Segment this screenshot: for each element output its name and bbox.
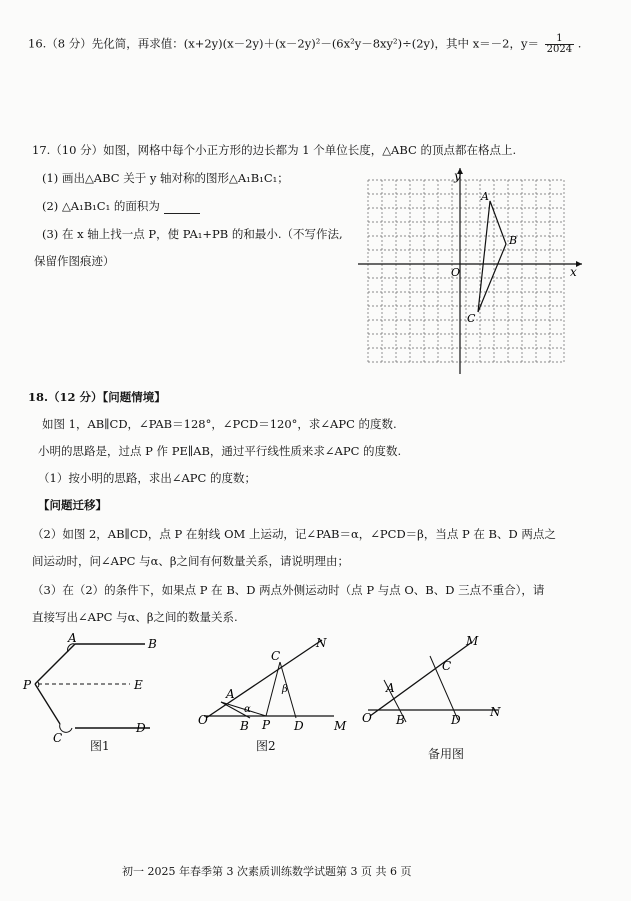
q18-line7: （3）在（2）的条件下，如果点 P 在 B、D 两点外侧运动时（点 P 与点 O、B、D 三点不重合），请 [32, 583, 545, 597]
fig1-label-e: E [134, 678, 143, 692]
q17-part2-text: (2) △A₁B₁C₁ 的面积为 [42, 199, 160, 213]
fig3-label-o: O [362, 711, 372, 725]
q17-head: 17.（10 分）如图，网格中每个小正方形的边长都为 1 个单位长度，△ABC 的顶点都在格点上. [32, 143, 517, 157]
fig2-label-n: N [316, 636, 327, 650]
point-a-label: A [481, 190, 489, 203]
q16-frac-den: 2024 [546, 44, 573, 55]
fig2-label-m: M [334, 719, 347, 733]
q18-line5: （2）如图 2，AB∥CD，点 P 在射线 OM 上运动，记∠PAB＝α，∠PCD＝β，当点 P 在 B、D 两点之 [32, 527, 556, 541]
x-axis-label: x [570, 265, 577, 279]
q17-part2 [42, 198, 200, 214]
figure-3 [362, 630, 512, 740]
x-axis-arrow-icon [576, 261, 582, 267]
figure-2 [196, 632, 356, 742]
q18-line3: （1）按小明的思路，求出∠APC 的度数； [38, 471, 256, 485]
fig3-label-a: A [386, 681, 395, 695]
fig2-label-o: O [198, 713, 208, 727]
fig2-alpha: α [244, 704, 251, 715]
fig2-caption: 图2 [256, 739, 276, 753]
fig2-label-b: B [240, 719, 249, 733]
q18-line8: 直接写出∠APC 与α、β之间的数量关系. [32, 610, 238, 624]
fig1-label-b: B [148, 637, 157, 651]
origin-label: O [451, 266, 461, 279]
q16 [28, 34, 581, 55]
q16-tail: . [577, 36, 582, 51]
q18-line6: 间运动时，问∠APC 与α、β之间有何数量关系，请说明理由； [32, 554, 350, 568]
fig1-label-c: C [53, 731, 63, 745]
q17-answer-blank [164, 213, 200, 214]
fig3-label-b: B [396, 713, 405, 727]
fig1-label-d: D [136, 721, 146, 735]
fig3-label-d: D [451, 713, 461, 727]
q16-text: 16.（8 分）先化简，再求值：(x+2y)(x－2y)＋(x－2y)²－(6x²y－8xy²)÷(2y)，其中 x＝－2，y＝ [28, 36, 539, 51]
fig1-caption: 图1 [90, 739, 110, 753]
q16-fraction [545, 34, 574, 55]
fig3-label-n: N [490, 705, 501, 719]
triangle-abc [478, 201, 506, 312]
q17-part1: (1) 画出△ABC 关于 y 轴对称的图形△A₁B₁C₁； [42, 171, 289, 185]
fig2-label-d: D [294, 719, 304, 733]
page-footer: 初一 2025 年春季第 3 次素质训练数学试题第 3 页 共 6 页 [122, 865, 412, 878]
fig3-label-m: M [466, 634, 479, 648]
q18-line4: 【问题迁移】 [38, 498, 107, 512]
fig1-label-p: P [23, 678, 32, 692]
y-axis-label: y [454, 169, 461, 183]
q18-head: 18.（12 分）【问题情境】 [28, 390, 166, 404]
q17-part3a: (3) 在 x 轴上找一点 P，使 PA₁+PB 的和最小.（不写作法, [42, 227, 343, 241]
q18-line1: 如图 1，AB∥CD，∠PAB＝128°，∠PCD＝120°，求∠APC 的度数. [42, 417, 397, 431]
q18-line2: 小明的思路是，过点 P 作 PE∥AB，通过平行线性质来求∠APC 的度数. [38, 444, 402, 458]
fig3-label-c: C [442, 659, 452, 673]
fig2-beta: β [282, 684, 288, 695]
fig2-label-p: P [262, 718, 271, 732]
fig3-caption: 备用图 [428, 747, 465, 761]
coordinate-grid [350, 160, 590, 380]
point-b-label: B [509, 234, 518, 247]
q16-frac-num: 1 [545, 34, 574, 45]
fig1-label-a: A [68, 632, 77, 645]
fig2-label-c: C [271, 649, 281, 663]
point-c-label: C [467, 312, 476, 325]
q17-part3b: 保留作图痕迹） [34, 254, 115, 268]
fig2-label-a: A [226, 687, 235, 701]
